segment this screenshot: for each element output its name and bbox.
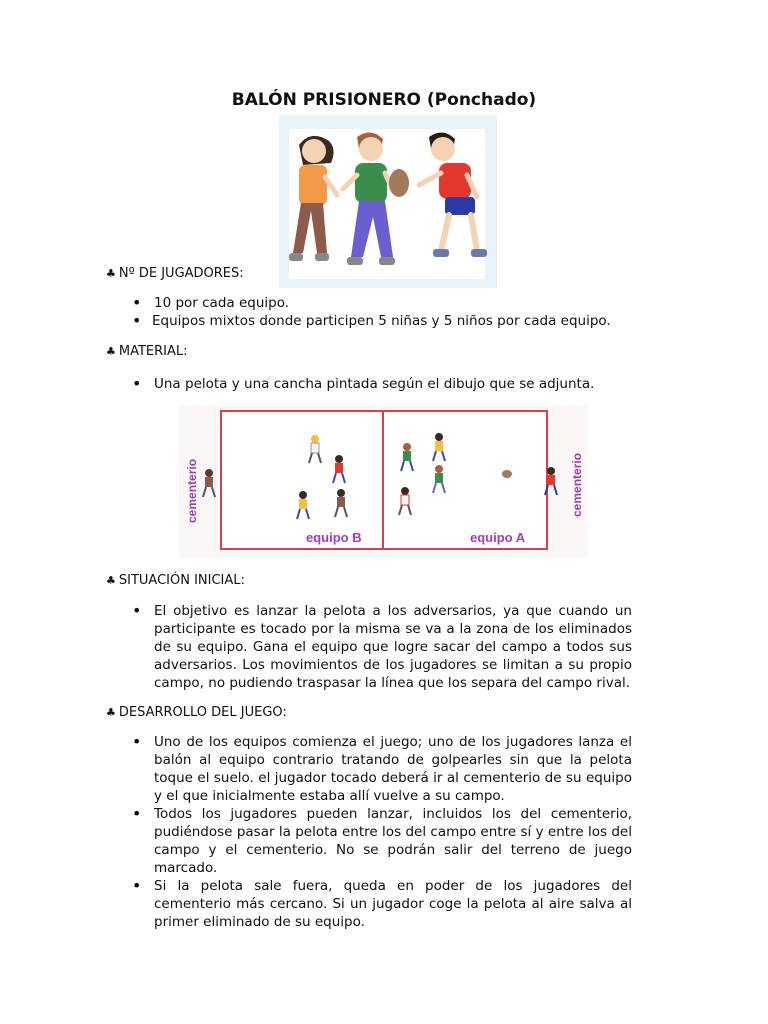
children-playing-illustration [279,115,497,288]
club-icon: ♣ [106,267,116,280]
list-item: • Todos los jugadores pueden lanzar, incluidos los del cementerio, pudiéndose pasar la pelota entre los del campo entre sí y entre los del campo y el cementerio. No se podrán salir del terreno de juego marcado. [132,805,632,877]
list-item: • 10 por cada equipo. [132,294,652,312]
team-a-label: equipo A [470,530,526,545]
list-situacion [132,602,632,692]
list-item: • Si la pelota sale fuera, queda en poder de los jugadores del cementerio más cercano. Si un jugador coge la pelota al aire salva al primer eliminado de su equipo. [132,877,632,931]
club-icon: ♣ [106,574,116,587]
list-item: • El objetivo es lanzar la pelota a los adversarios, ya que cuando un participante es tocado por la misma se va a la zona de los eliminados de su equipo. Gana el equipo que logre sacar del campo a todos sus adversarios. Los movimientos de los jugadores se limitan a su propio campo, no pudiendo traspasar la línea que los separa del campo rival. [132,602,632,692]
page-title: BALÓN PRISIONERO (Ponchado) [231,90,537,110]
club-icon: ♣ [106,345,116,358]
cementerio-right-label: cementerio [570,452,584,517]
ball-icon [389,169,409,197]
section-heading-jugadores: ♣ Nº DE JUGADORES: [106,266,244,281]
field-diagram [179,405,588,558]
list-material [132,375,652,393]
section-heading-situacion: ♣ SITUACIÓN INICIAL: [106,573,245,588]
team-b-label: equipo B [306,530,362,545]
list-item: • Una pelota y una cancha pintada según el dibujo que se adjunta. [132,375,652,393]
list-jugadores [132,294,652,330]
section-heading-material: ♣ MATERIAL: [106,344,188,359]
list-item: • Uno de los equipos comienza el juego; uno de los jugadores lanza el balón al equipo contrario tratando de golpearles sin que la pelota toque el suelo. el jugador tocado deberá ir al cementerio de su equipo y el que inicialmente estaba allí vuelve a su campo. [132,733,632,805]
section-heading-desarrollo: ♣ DESARROLLO DEL JUEGO: [106,705,287,720]
ball-icon [502,470,512,478]
cementerio-left-label: cementerio [185,458,199,523]
club-icon: ♣ [106,706,116,719]
list-desarrollo [132,733,632,931]
list-item: • Equipos mixtos donde participen 5 niñas y 5 niños por cada equipo. [132,312,652,330]
